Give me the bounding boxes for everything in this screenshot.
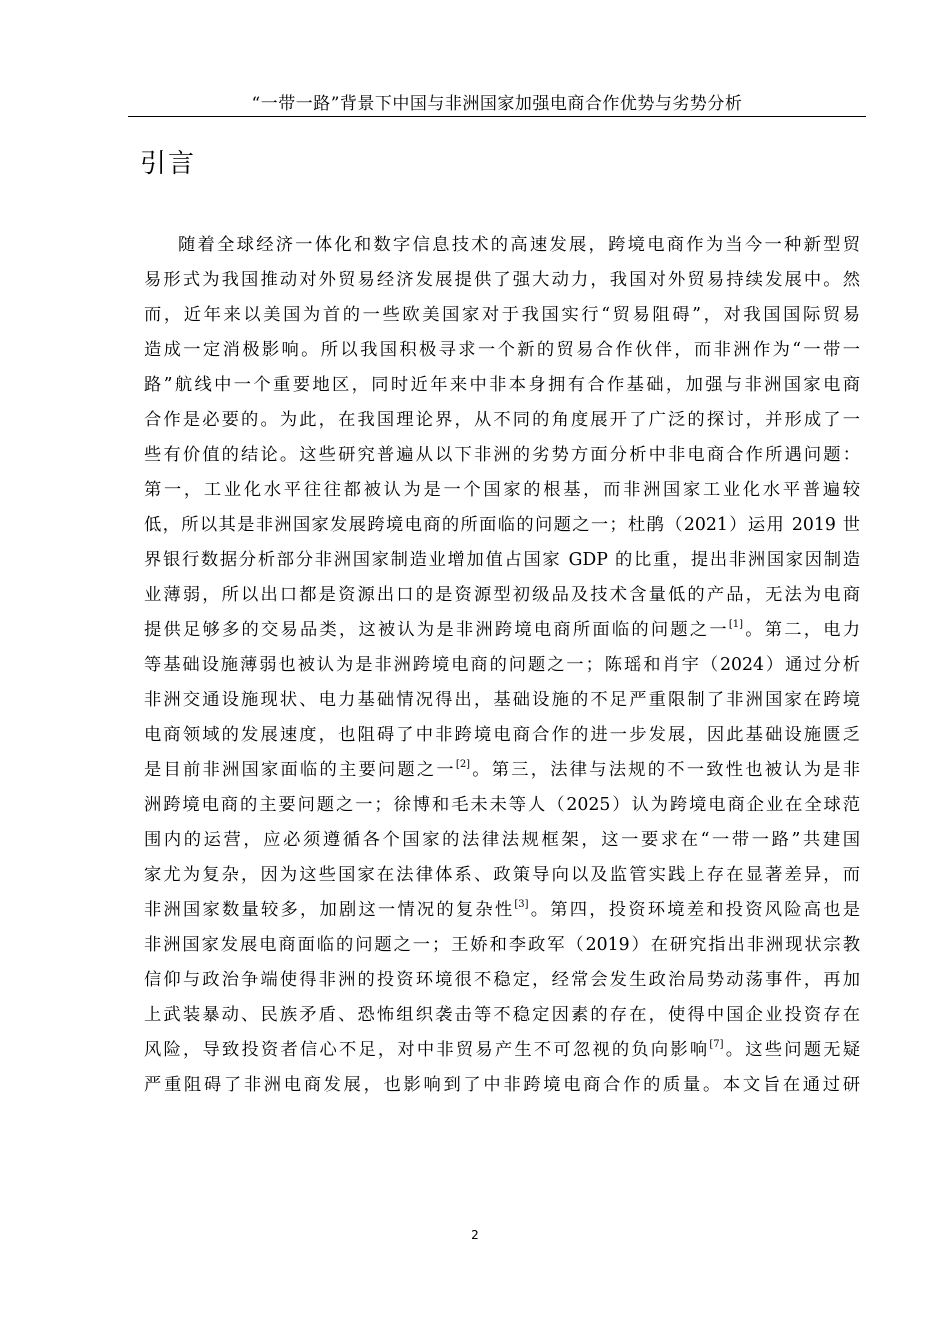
text-line-with-citation <box>144 613 860 648</box>
text-line: 业薄弱，所以出口都是资源出口的是资源型初级品及技术含量低的产品，无法为电商 <box>144 585 860 605</box>
text-line: 家尤为复杂，因为这些国家在法律体系、政策导向以及监管实践上存在显著差异，而 <box>144 865 860 885</box>
text-line: 而，近年来以美国为首的一些欧美国家对于我国实行“贸易阻碍”，对我国国际贸易 <box>144 305 860 325</box>
text-line: 围内的运营，应必须遵循各个国家的法律法规框架，这一要求在“一带一路”共建国 <box>144 830 860 850</box>
header-rule <box>128 116 866 117</box>
body-paragraph <box>144 228 860 1103</box>
text-line: 路”航线中一个重要地区，同时近年来中非本身拥有合作基础，加强与非洲国家电商 <box>144 375 860 395</box>
text-line: 些有价值的结论。这些研究普遍从以下非洲的劣势方面分析中非电商合作所遇问题： <box>144 445 860 465</box>
text-line: 低，所以其是非洲国家发展跨境电商的所面临的问题之一；杜鹃（2021）运用 2019 世 <box>144 515 860 535</box>
text-line: 等基础设施薄弱也被认为是非洲跨境电商的问题之一；陈瑶和肖宇（2024）通过分析 <box>144 655 860 675</box>
text-line: 造成一定消极影响。所以我国积极寻求一个新的贸易合作伙伴，而非洲作为“一带一 <box>144 340 860 360</box>
text-line: 随着全球经济一体化和数字信息技术的高速发展，跨境电商作为当今一种新型贸 <box>178 235 860 255</box>
line-text: 风险，导致投资者信心不足，对中非贸易产生不可忽视的负向影响 <box>144 1040 710 1060</box>
text-line: 电商领域的发展速度，也阻碍了中非跨境电商合作的进一步发展，因此基础设施匮乏 <box>144 725 860 745</box>
line-text: 是目前非洲国家面临的主要问题之一 <box>144 760 456 780</box>
line-text: 非洲国家数量较多，加剧这一情况的复杂性 <box>144 900 515 920</box>
citation-ref-7: [7] <box>709 1039 724 1051</box>
line-tail: 。第三，法律与法规的不一致性也被认为是非 <box>470 760 860 780</box>
citation-ref-3: [3] <box>514 899 529 911</box>
line-tail: 。第四，投资环境差和投资风险高也是 <box>528 900 860 920</box>
text-line: 易形式为我国推动对外贸易经济发展提供了强大动力，我国对外贸易持续发展中。然 <box>144 270 860 290</box>
line-tail: 。第二，电力 <box>743 620 860 640</box>
running-header: “一带一路”背景下中国与非洲国家加强电商合作优势与劣势分析 <box>251 94 743 114</box>
text-line-with-citation <box>144 753 860 788</box>
text-line-with-citation <box>144 893 860 928</box>
text-line: 上武装暴动、民族矛盾、恐怖组织袭击等不稳定因素的存在，使得中国企业投资存在 <box>144 1005 860 1025</box>
section-title: 引言 <box>140 149 197 179</box>
text-line-with-citation <box>144 1033 860 1068</box>
text-line: 非洲交通设施现状、电力基础情况得出，基础设施的不足严重限制了非洲国家在跨境 <box>144 690 860 710</box>
text-line: 合作是必要的。为此，在我国理论界，从不同的角度展开了广泛的探讨，并形成了一 <box>144 410 860 430</box>
text-line: 洲跨境电商的主要问题之一；徐博和毛未未等人（2025）认为跨境电商企业在全球范 <box>144 795 860 815</box>
citation-ref-2: [2] <box>455 759 471 771</box>
text-line: 严重阻碍了非洲电商发展，也影响到了中非跨境电商合作的质量。本文旨在通过研 <box>144 1075 860 1095</box>
text-line: 第一，工业化水平往往都被认为是一个国家的根基，而非洲国家工业化水平普遍较 <box>144 480 860 500</box>
citation-ref-1: [1] <box>728 619 744 631</box>
line-tail: 。这些问题无疑 <box>723 1040 860 1060</box>
page-number: 2 <box>471 1228 479 1242</box>
text-line: 非洲国家发展电商面临的问题之一；王娇和李政军（2019）在研究指出非洲现状宗教 <box>144 935 860 955</box>
text-line: 界银行数据分析部分非洲国家制造业增加值占国家 GDP 的比重，提出非洲国家因制造 <box>144 550 860 570</box>
line-text: 提供足够多的交易品类，这被认为是非洲跨境电商所面临的问题之一 <box>144 620 729 640</box>
text-line: 信仰与政治争端使得非洲的投资环境很不稳定，经常会发生政治局势动荡事件，再加 <box>144 970 860 990</box>
